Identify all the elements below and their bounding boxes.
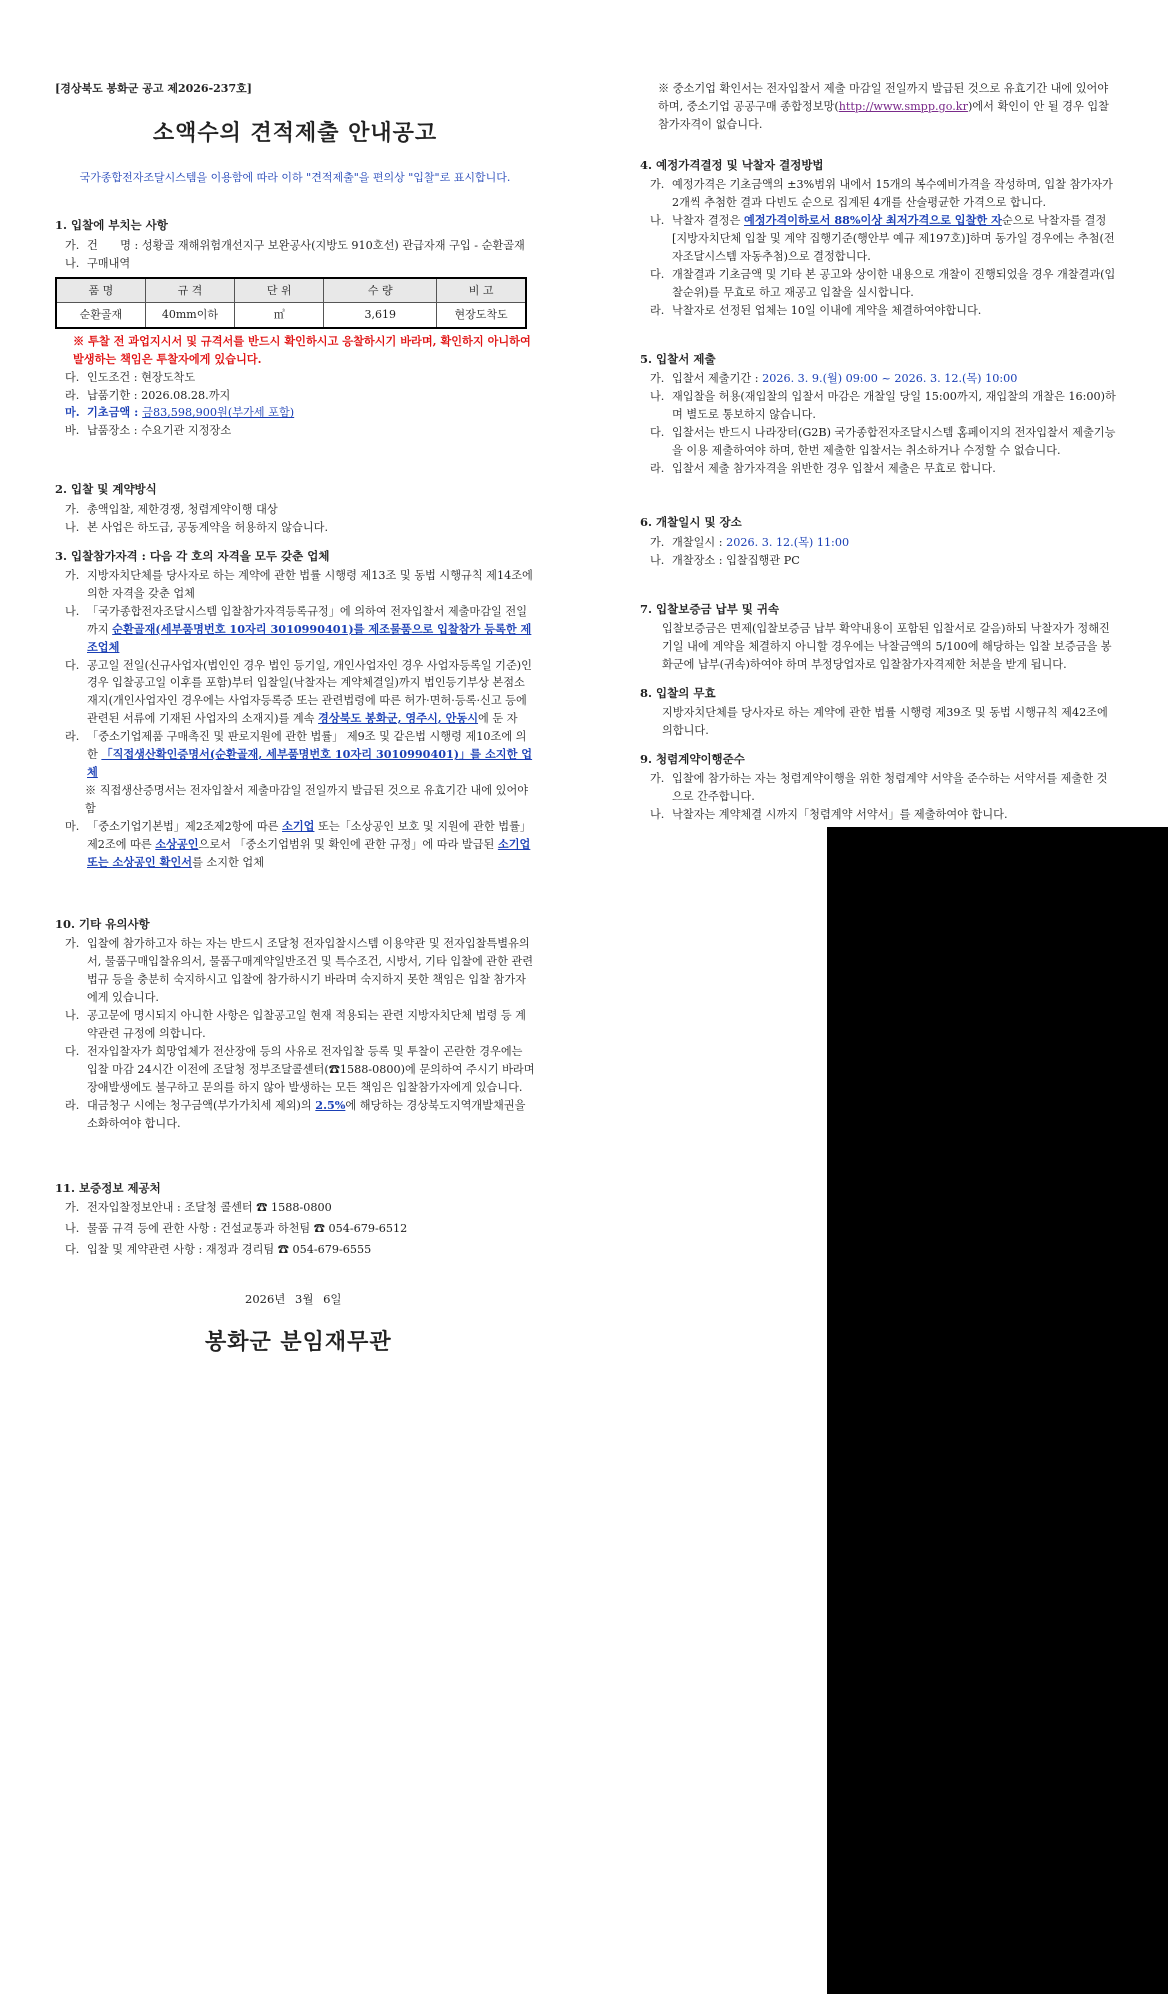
smpp-link[interactable]: http://www.smpp.go.kr xyxy=(838,99,968,113)
list-item: 다. 입찰 및 계약관련 사항 : 재정과 경리팀 ☎ 054-679-6555 xyxy=(65,1242,372,1256)
redaction-block xyxy=(827,827,1168,1994)
section-1 xyxy=(55,216,535,440)
confirmation-link[interactable]: 소기업 또는 소상공인 확인서 xyxy=(87,836,531,869)
document-title: 소액수의 견적제출 안내공고 xyxy=(152,119,438,146)
list-item: 가. 개찰일시 : 2026. 3. 12.(목) 11:00 xyxy=(650,535,850,549)
section-heading: 6. 개찰일시 및 장소 xyxy=(640,515,742,530)
list-item: 라. 낙찰자로 선정된 업체는 10일 이내에 계약을 체결하여야합니다. xyxy=(650,303,982,317)
table-row xyxy=(56,303,526,328)
list-item: 가. 총액입찰, 제한경쟁, 청렴계약이행 대상 xyxy=(65,502,278,516)
section-heading: 5. 입찰서 제출 xyxy=(640,351,716,366)
table-cell: 현장도착도 xyxy=(437,303,526,328)
award-criteria-link[interactable]: 예정가격이하로서 88%이상 최저가격으로 입찰한 자 xyxy=(743,213,1002,227)
table-header: 단 위 xyxy=(235,278,324,303)
section-heading: 3. 입찰참가자격 : 다음 각 호의 자격을 모두 갖춘 업체 xyxy=(55,548,330,563)
section-3 xyxy=(55,547,535,872)
paragraph: 지방자치단체를 당사자로 하는 계약에 관한 법률 시행령 제39조 및 동법 시행규칙 제42조에 의합니다. xyxy=(662,706,1108,738)
purchase-table xyxy=(55,277,527,329)
list-item: 나. 낙찰자는 계약체결 시까지「청렴계약 서약서」를 제출하여야 합니다. xyxy=(650,808,1008,822)
section-heading: 8. 입찰의 무효 xyxy=(640,685,716,700)
sme-note: ※ 중소기업 확인서는 전자입찰서 제출 마감일 전일까지 발급된 것으로 유효기간 내에 있어야 하며, 중소기업 공공구매 종합정보망(http://www.smpp.go.kr)에서 확인이 안 될 경우 입찰참가자격이 없습니다. xyxy=(658,82,1109,131)
paragraph: 입찰보증금은 면제(입찰보증금 납부 확약내용이 포함된 입찰서로 갈음)하되 낙찰자가 정해진 기일 내에 계약을 체결하지 아니할 경우에는 낙찰금액의 5/100에 해당하는 입찰 보증금을 봉화군에 납부(귀속)하여야 하며 부정당업자로 입찰참가자격제한 처분을 받게 됩니다. xyxy=(662,622,1112,671)
list-item: 라. 입찰서 제출 참가자격을 위반한 경우 입찰서 제출은 무효로 합니다. xyxy=(650,461,996,475)
list-item: 나. 개찰장소 : 입찰집행관 PC xyxy=(650,553,800,567)
section-10 xyxy=(55,915,535,1133)
section-heading: 7. 입찰보증금 납부 및 귀속 xyxy=(640,601,780,616)
section-heading: 11. 보증정보 제공처 xyxy=(55,1180,161,1195)
small-business-link[interactable]: 소기업 xyxy=(282,818,315,833)
list-item: 가. 전자입찰정보안내 : 조달청 콜센터 ☎ 1588-0800 xyxy=(65,1200,332,1214)
table-header: 규 격 xyxy=(145,278,234,303)
section-heading: 10. 기타 유의사항 xyxy=(55,917,150,931)
table-header: 수 량 xyxy=(324,278,437,303)
list-item: 나. 본 사업은 하도급, 공동계약을 허용하지 않습니다. xyxy=(65,520,329,534)
left-lower-column xyxy=(55,915,535,1269)
list-item: 가. 예정가격은 기초금액의 ±3%범위 내에서 15개의 복수예비가격을 작성하며, 입찰 참가자가 2개씩 추첨한 결과 다빈도 순으로 집계된 4개를 산술평균한 가격으로 합니다. xyxy=(650,178,1113,210)
section-11 xyxy=(55,1179,535,1259)
list-item: 마. 기초금액 : 금83,598,900원(부가세 포함) xyxy=(65,405,295,420)
right-column xyxy=(640,80,1118,834)
table-header: 비 고 xyxy=(437,278,526,303)
list-item: 나. 재입찰을 허용(재입찰의 입찰서 마감은 개찰일 당일 15:00까지, 재입찰의 개찰은 16:00)하며 별도로 통보하지 않습니다. xyxy=(650,389,1116,421)
notice-date: 2026년 3월 6일 xyxy=(245,1292,342,1306)
list-item: 라. 대금청구 시에는 청구금액(부가가치세 제외)의 2.5%에 해당하는 경상북도지역개발채권을 소화하여야 합니다. xyxy=(65,1097,526,1130)
section-heading: 2. 입찰 및 계약방식 xyxy=(55,482,157,497)
list-item: 가. 건 명 : 성황골 재해위험개선지구 보완공사(지방도 910호선) 관급자재 구입 - 순환골재 xyxy=(65,238,525,252)
submission-period: 2026. 3. 9.(월) 09:00 ~ 2026. 3. 12.(목) 10:00 xyxy=(762,371,1018,385)
certificate-link[interactable]: 「직접생산확인증명서(순환골재, 세부품명번호 10자리 3010990401)」를 소지한 업체 xyxy=(87,747,533,780)
list-item: 나. 「국가종합전자조달시스템 입찰참가자격등록규정」에 의하여 전자입찰서 제출마감일 전일까지 순환골재(세부품명번호 10자리 3010990401)를 제조물품으로 입찰참가 등록한 제조업체 xyxy=(65,604,532,654)
table-cell: 3,619 xyxy=(324,303,437,328)
list-item: 라. 「중소기업제품 구매촉진 및 판로지원에 관한 법률」 제9조 및 같은법 시행령 제10조에 의한 「직접생산확인증명서(순환골재, 세부품명번호 10자리 3010990401)」를 소지한 업체 xyxy=(65,730,533,780)
list-item: 가. 입찰에 참가하는 자는 청렴계약이행을 위한 청렴계약 서약을 준수하는 서약서를 제출한 것으로 간주합니다. xyxy=(650,772,1108,804)
bond-rate-link[interactable]: 2.5% xyxy=(315,1097,346,1112)
section-2 xyxy=(55,480,535,536)
list-item: 가. 입찰에 참가하고자 하는 자는 반드시 조달청 전자입찰시스템 이용약관 및 전자입찰특별유의서, 물품구매입찰유의서, 물품구매계약일반조건 및 특수조건, 시방서, 기타 입찰에 관한 관련법규 등을 충분히 숙지하시고 입찰에 참가하시기 바라며 숙지하지 못한 책임은 입찰 참가자에게 있습니다. xyxy=(65,937,534,1005)
base-amount-link[interactable]: 금83,598,900원(부가세 포함) xyxy=(142,406,295,420)
opening-datetime: 2026. 3. 12.(목) 11:00 xyxy=(726,535,850,549)
table-cell: 순환골재 xyxy=(56,303,145,328)
table-cell: 40mm이하 xyxy=(145,303,234,328)
list-item: 바. 납품장소 : 수요기관 지정장소 xyxy=(65,424,232,438)
list-item: 다. 공고일 전일(신규사업자(법인인 경우 법인 등기일, 개인사업자인 경우 사업자등록일 기준)인 경우 입찰공고일 이후를 포함)부터 입찰일(낙찰자는 계약체결일)까지 법인등기부상 본점소재지(개인사업자인 경우에는 사업자등록증 또는 관련법령에 따른 허가·면허·등록·신고 등에 관련된 서류에 기재된 사업자의 소재지)를 계속 경상북도 봉화군, 영주시, 안동시에 둔 자 xyxy=(65,658,532,726)
section-heading: 1. 입찰에 부치는 사항 xyxy=(55,218,168,233)
list-item: 다. 전자입찰자가 희망업체가 전산장애 등의 사유로 전자입찰 등록 및 투찰이 곤란한 경우에는 입찰 마감 24시간 이전에 조달청 정부조달콜센터(☎1588-0800)에 문의하여 주시기 바라며 장애발생에도 불구하고 문의를 하지 않아 발생하는 모든 책임은 입찰참가자에게 있습니다. xyxy=(65,1044,535,1094)
list-item: 마. 「중소기업기본법」제2조제2항에 따른 소기업 또는「소상공인 보호 및 지원에 관한 법률」제2조에 따른 소상공인으로서 「중소기업범위 및 확인에 관한 규정」에 따라 발급된 소기업 또는 소상공인 확인서를 소지한 업체 xyxy=(65,818,532,869)
document-subtitle: 국가종합전자조달시스템을 이용함에 따라 이하 "견적제출"을 편의상 "입찰"로 표시합니다. xyxy=(79,170,511,184)
table-cell: ㎥ xyxy=(235,303,324,328)
location-link[interactable]: 경상북도 봉화군, 영주시, 안동시 xyxy=(318,711,479,726)
list-item: 나. 물품 규격 등에 관한 사항 : 건설교통과 하천팀 ☎ 054-679-6512 xyxy=(65,1221,408,1235)
notice-number: [경상북도 봉화군 공고 제2026-237호] xyxy=(55,82,252,95)
section-8 xyxy=(640,684,1118,740)
list-item: 다. 입찰서는 반드시 나라장터(G2B) 국가종합전자조달시스템 홈페이지의 전자입찰서 제출기능을 이용 제출하여야 하며, 한번 제출한 입찰서는 취소하거나 수정할 수 없습니다. xyxy=(650,425,1116,457)
registration-link[interactable]: 순환골재(세부품명번호 10자리 3010990401)를 제조물품으로 입찰참가 등록한 제조업체 xyxy=(87,621,532,654)
section-9 xyxy=(640,750,1118,824)
list-item: 나. 공고문에 명시되지 아니한 사항은 입찰공고일 현재 적용되는 관련 지방자치단체 법령 등 계약관련 규정에 의합니다. xyxy=(65,1009,526,1040)
section-7 xyxy=(640,600,1118,674)
list-item: 다. 개찰결과 기초금액 및 기타 본 공고와 상이한 내용으로 개찰이 진행되었을 경우 개찰결과(입찰순위)를 무효로 하고 재공고 입찰을 실시합니다. xyxy=(650,267,1116,299)
list-item: 나. 낙찰자 결정은 예정가격이하로서 88%이상 최저가격으로 입찰한 자순으로 낙찰자를 결정[지방자치단체 입찰 및 계약 집행기준(행안부 예규 제197호)]하며 동가일 경우에는 추첨(전자조달시스템 자동추첨)으로 결정합니다. xyxy=(650,213,1115,263)
note: ※ 직접생산증명서는 전자입찰서 제출마감일 전일까지 발급된 것으로 유효기간 내에 있어야 함 xyxy=(85,784,529,815)
section-6 xyxy=(640,513,1118,569)
list-item: 나. 구매내역 xyxy=(65,256,131,270)
section-5 xyxy=(640,350,1118,478)
left-column xyxy=(55,80,535,882)
list-item: 가. 지방자치단체를 당사자로 하는 계약에 관한 법률 시행령 제13조 및 동법 시행규칙 제14조에 의한 자격을 갖춘 업체 xyxy=(65,568,533,600)
list-item: 가. 입찰서 제출기간 : 2026. 3. 9.(월) 09:00 ~ 2026. 3. 12.(목) 10:00 xyxy=(650,371,1018,385)
list-item: 다. 인도조건 : 현장도착도 xyxy=(65,370,196,384)
table-header: 품 명 xyxy=(56,278,145,303)
list-item: 라. 납품기한 : 2026.08.28.까지 xyxy=(65,388,231,402)
small-merchant-link[interactable]: 소상공인 xyxy=(155,836,199,851)
section-heading: 9. 청렴계약이행준수 xyxy=(640,752,745,767)
issuer-signature: 봉화군 분임재무관 xyxy=(205,1329,392,1355)
section-4 xyxy=(640,156,1118,320)
warning-note: ※ 투찰 전 과업지시서 및 규격서를 반드시 확인하시고 응찰하시기 바라며, 확인하지 아니하여 발생하는 책임은 투찰자에게 있습니다. xyxy=(73,333,531,366)
section-heading: 4. 예정가격결정 및 낙찰자 결정방법 xyxy=(640,157,824,172)
